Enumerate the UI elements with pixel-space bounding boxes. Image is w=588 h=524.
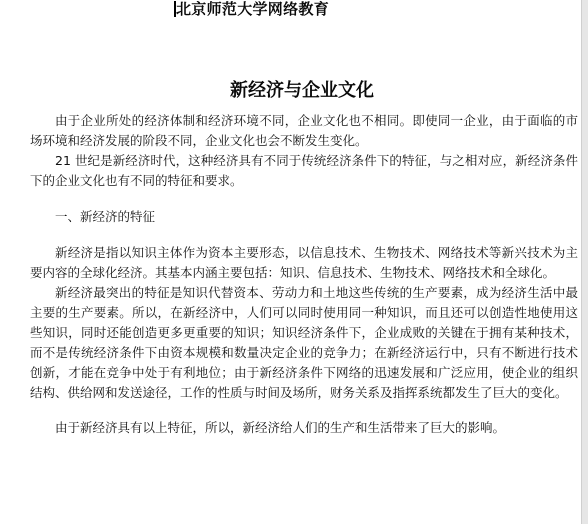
section-heading[interactable]: 一、新经济的特征: [55, 209, 156, 224]
intro-paragraph-1[interactable]: 由于企业所处的经济体制和经济环境不同，企业文化也不相同。即使同一企业，由于面临的市场环境和经济发展的阶段不同，企业文化也会不断发生变化。: [30, 113, 578, 148]
section-paragraph-2[interactable]: 新经济最突出的特征是知识代替资本、劳动力和土地这些传统的生产要素，成为经济生活中最主要的生产要素。所以，在新经济中，人们可以同时使用同一种知识，而且还可以创造性地使用这些知识，同时还能创造更多更重要的知识；知识经济条件下，企业成败的关键在于拥有某种技术，而不是传统经济条件下由资本规模和数量决定企业的竞争力；在新经济运行中，只有不断进行技术创新，才能在竞争中处于有利地位；由于新经济条件下网络的迅速发展和广泛应用，使企业的组织结构、供给网和发送途径，工作的性质与时间及场所，财务关系及指挥系统都发生了巨大的变化。: [30, 285, 578, 400]
closing-paragraph[interactable]: 由于新经济具有以上特征，所以，新经济给人们的生产和生活带来了巨大的影响。: [55, 420, 506, 435]
document-title[interactable]: 新经济与企业文化: [230, 80, 374, 101]
blank-line: [30, 191, 578, 207]
window-edge: [581, 0, 588, 524]
document-body[interactable]: [30, 111, 578, 438]
blank-line: [30, 227, 578, 243]
blank-line: [30, 403, 578, 418]
section-paragraph-1[interactable]: 新经济是指以知识主体作为资本主要形态，以信息技术、生物技术、网络技术等新兴技术为主要内容的全球化经济。其基本内涵主要包括：知识、信息技术、生物技术、网络技术和全球化。: [30, 245, 578, 280]
document-header[interactable]: 北京师范大学网络教育: [176, 0, 330, 18]
intro-paragraph-2[interactable]: 21 世纪是新经济时代，这种经济具有不同于传统经济条件下的特征，与之相对应，新经济条件下的企业文化也有不同的特征和要求。: [30, 153, 578, 188]
